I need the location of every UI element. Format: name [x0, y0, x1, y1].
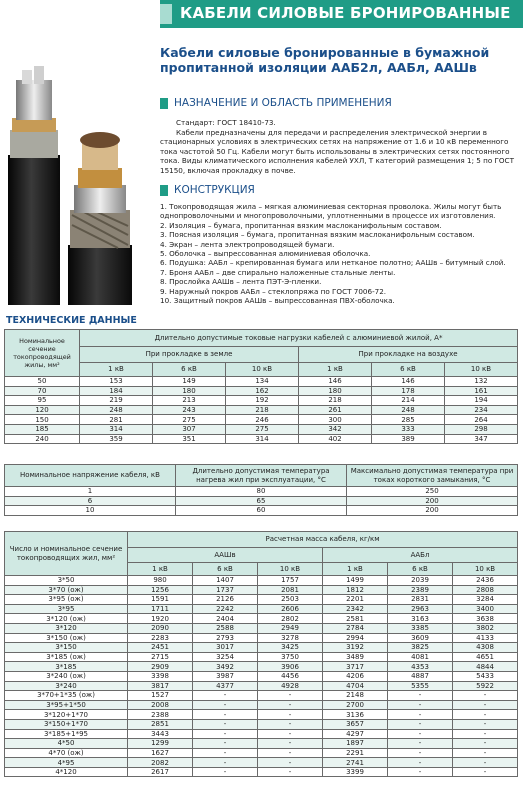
row-voltage: 6: [5, 496, 176, 506]
table-cell: 1627: [128, 748, 193, 758]
table-cell: 246: [226, 415, 299, 425]
cable-mass-table: [4, 531, 518, 777]
voltage-header: 10 кВ: [445, 363, 518, 377]
table-cell: 65: [176, 496, 347, 506]
table-cell: 243: [153, 405, 226, 415]
voltage-header: 10 кВ: [258, 563, 323, 576]
table-cell: 4308: [453, 643, 518, 653]
table-cell: 1591: [128, 595, 193, 605]
table-row: [5, 396, 518, 406]
table-cell: 2700: [323, 700, 388, 710]
table-row: [5, 506, 518, 516]
table-cell: 4133: [453, 633, 518, 643]
table-cell: -: [388, 767, 453, 777]
construction-item: 4. Экран – лента электропроводящей бумаги.: [160, 239, 335, 249]
voltage-header: 6 кВ: [372, 363, 445, 377]
table-row: [5, 662, 518, 672]
table-cell: 4887: [388, 671, 453, 681]
table-cell: 1499: [323, 576, 388, 586]
table-cell: 1897: [323, 739, 388, 749]
table-cell: 264: [445, 415, 518, 425]
table-cell: 300: [299, 415, 372, 425]
banner-accent: [160, 4, 172, 24]
table-cell: -: [388, 729, 453, 739]
table-cell: 5433: [453, 671, 518, 681]
table-cell: -: [453, 710, 518, 720]
row-cores: 3*50: [5, 576, 128, 586]
table-cell: -: [258, 739, 323, 749]
table-cell: 3425: [258, 643, 323, 653]
table-cell: 2283: [128, 633, 193, 643]
table-cell: 2126: [193, 595, 258, 605]
table-cell: 4844: [453, 662, 518, 672]
row-section: 185: [5, 424, 80, 434]
table-cell: 2008: [128, 700, 193, 710]
table-row: [5, 614, 518, 624]
voltage-header: 1 кВ: [323, 563, 388, 576]
table-cell: 1737: [193, 585, 258, 595]
table-cell: 3817: [128, 681, 193, 691]
table-row: [5, 576, 518, 586]
table-row: [5, 623, 518, 633]
table-row: [5, 691, 518, 701]
table-cell: 180: [299, 386, 372, 396]
row-cores: 3*120 (ож): [5, 614, 128, 624]
table-cell: 2436: [453, 576, 518, 586]
table-cell: 248: [372, 405, 445, 415]
group-header-aashv: ААШв: [128, 548, 323, 563]
row-cores: 4*95: [5, 758, 128, 768]
purpose-heading: НАЗНАЧЕНИЕ И ОБЛАСТЬ ПРИМЕНЕНИЯ: [160, 97, 523, 111]
table-row: [5, 604, 518, 614]
table-cell: 1407: [193, 576, 258, 586]
col-header-mass: Расчетная масса кабеля, кг/км: [128, 532, 518, 548]
table-cell: 218: [299, 396, 372, 406]
table-cell: 3802: [453, 623, 518, 633]
table-cell: 2389: [388, 585, 453, 595]
standard-text: Стандарт: ГОСТ 18410-73.: [176, 118, 276, 127]
table-row: [5, 415, 518, 425]
table-cell: 3750: [258, 652, 323, 662]
row-section: 120: [5, 405, 80, 415]
table-cell: 3489: [323, 652, 388, 662]
table-cell: 2148: [323, 691, 388, 701]
table-cell: 1711: [128, 604, 193, 614]
table-cell: 184: [80, 386, 153, 396]
table-cell: 214: [372, 396, 445, 406]
table-row: [5, 767, 518, 777]
table-cell: 314: [80, 424, 153, 434]
table-cell: 359: [80, 434, 153, 444]
row-cores: 3*150: [5, 643, 128, 653]
table-cell: 80: [176, 487, 347, 497]
table-row: [5, 748, 518, 758]
table-cell: 1757: [258, 576, 323, 586]
table-cell: 4704: [323, 681, 388, 691]
table-cell: -: [453, 748, 518, 758]
table-cell: 347: [445, 434, 518, 444]
row-cores: 3*70+1*35 (ож): [5, 691, 128, 701]
table-cell: -: [258, 767, 323, 777]
table-row: [5, 595, 518, 605]
table-cell: 60: [176, 506, 347, 516]
table-cell: 4456: [258, 671, 323, 681]
table-cell: 281: [80, 415, 153, 425]
tech-data-heading: ТЕХНИЧЕСКИЕ ДАННЫЕ: [6, 315, 137, 326]
table-cell: 180: [153, 386, 226, 396]
table-cell: 4651: [453, 652, 518, 662]
table-cell: -: [193, 729, 258, 739]
construction-item: 1. Токопроводящая жила – мягкая алюминиевая секторная проволока. Жилы могут быть однопроволочными и многопроволочными, уплотненными в процессе их изготовления.: [160, 202, 502, 221]
section-marker: [160, 185, 168, 196]
table-row: [5, 729, 518, 739]
table-cell: -: [258, 758, 323, 768]
table-cell: 192: [226, 396, 299, 406]
construction-list: [160, 202, 516, 305]
table-row: [5, 377, 518, 387]
table-cell: 3400: [453, 604, 518, 614]
cable-left-sheath: [8, 155, 60, 305]
product-title: Кабели силовые бронированные в бумажной пропитанной изоляции ААБ2л, ААБл, ААШв: [160, 45, 490, 75]
row-section: 70: [5, 386, 80, 396]
table-cell: -: [388, 710, 453, 720]
table-cell: 2404: [193, 614, 258, 624]
table-cell: 2201: [323, 595, 388, 605]
table-cell: 3385: [388, 623, 453, 633]
row-cores: 3*95: [5, 604, 128, 614]
table-cell: 4081: [388, 652, 453, 662]
table-cell: -: [453, 729, 518, 739]
table-row: [5, 487, 518, 497]
construction-item: 6. Подушка: ААБл – крепированная бумага или нетканое полотно; ААШв – битумный слой.: [160, 258, 506, 268]
construction-item: 2. Изоляция – бумага, пропитанная вязким маслоканифольным составом.: [160, 220, 442, 230]
table-cell: 2617: [128, 767, 193, 777]
table-row: [5, 671, 518, 681]
table-cell: 132: [445, 377, 518, 387]
table-cell: -: [388, 748, 453, 758]
row-cores: 3*95 (ож): [5, 595, 128, 605]
table-cell: 1256: [128, 585, 193, 595]
table-cell: 1527: [128, 691, 193, 701]
table-cell: -: [258, 710, 323, 720]
table-cell: 219: [80, 396, 153, 406]
table-cell: -: [258, 719, 323, 729]
table-row: [5, 710, 518, 720]
table-cell: 275: [153, 415, 226, 425]
table-row: [5, 719, 518, 729]
row-section: 50: [5, 377, 80, 387]
table-cell: 3163: [388, 614, 453, 624]
table-cell: -: [193, 691, 258, 701]
table-cell: 3399: [323, 767, 388, 777]
table-row: [5, 496, 518, 506]
row-cores: 3*120: [5, 623, 128, 633]
table-row: [5, 424, 518, 434]
table-cell: 3717: [323, 662, 388, 672]
table-cell: 146: [299, 377, 372, 387]
table-cell: -: [453, 691, 518, 701]
table-cell: 3987: [193, 671, 258, 681]
cable-right-aluminium: [74, 185, 126, 213]
table-cell: 3825: [388, 643, 453, 653]
voltage-header: 10 кВ: [226, 363, 299, 377]
table-cell: 2588: [193, 623, 258, 633]
voltage-header: 1 кВ: [80, 363, 153, 377]
table-cell: 2994: [323, 633, 388, 643]
table-cell: 1299: [128, 739, 193, 749]
table-cell: 2082: [128, 758, 193, 768]
table-cell: 194: [445, 396, 518, 406]
table-cell: 2741: [323, 758, 388, 768]
table-cell: 4297: [323, 729, 388, 739]
table-cell: 3398: [128, 671, 193, 681]
table-cell: 3017: [193, 643, 258, 653]
group-header-ground: При прокладке в земле: [80, 347, 299, 363]
table-cell: 1920: [128, 614, 193, 624]
row-voltage: 1: [5, 487, 176, 497]
table-cell: -: [193, 739, 258, 749]
table-cell: -: [258, 700, 323, 710]
table-cell: 3254: [193, 652, 258, 662]
table-cell: 3492: [193, 662, 258, 672]
section-marker: [160, 98, 168, 109]
table-row: [5, 681, 518, 691]
table-cell: 4928: [258, 681, 323, 691]
row-cores: 3*240 (ож): [5, 671, 128, 681]
table-cell: 250: [347, 487, 518, 497]
table-cell: 213: [153, 396, 226, 406]
table-cell: -: [258, 748, 323, 758]
table-cell: -: [453, 700, 518, 710]
voltage-header: 6 кВ: [193, 563, 258, 576]
construction-heading: КОНСТРУКЦИЯ: [160, 184, 523, 198]
table-cell: 218: [226, 405, 299, 415]
table-cell: -: [453, 758, 518, 768]
table-cell: 3278: [258, 633, 323, 643]
table-cell: 2606: [258, 604, 323, 614]
row-cores: 3*240: [5, 681, 128, 691]
table-cell: 389: [372, 434, 445, 444]
row-cores: 3*120+1*70: [5, 710, 128, 720]
table-row: [5, 758, 518, 768]
table-cell: -: [193, 710, 258, 720]
row-voltage: 10: [5, 506, 176, 516]
table-cell: 2503: [258, 595, 323, 605]
voltage-header: 1 кВ: [299, 363, 372, 377]
table-cell: 307: [153, 424, 226, 434]
table-cell: -: [388, 758, 453, 768]
cable-illustration: [0, 60, 150, 310]
table-cell: 2802: [258, 614, 323, 624]
table-row: [5, 434, 518, 444]
table-row: [5, 652, 518, 662]
table-cell: 2342: [323, 604, 388, 614]
row-section: 95: [5, 396, 80, 406]
row-cores: 3*70 (ож): [5, 585, 128, 595]
voltage-header: 10 кВ: [453, 563, 518, 576]
cable-left-cores: [16, 80, 52, 120]
table-cell: -: [258, 729, 323, 739]
table-cell: 980: [128, 576, 193, 586]
table-cell: 3136: [323, 710, 388, 720]
row-cores: 3*185 (ож): [5, 652, 128, 662]
cable-right-sheath: [68, 245, 132, 305]
row-cores: 3*95+1*50: [5, 700, 128, 710]
table-cell: 161: [445, 386, 518, 396]
table-cell: 298: [445, 424, 518, 434]
row-cores: 3*185+1*95: [5, 729, 128, 739]
table-cell: 2851: [128, 719, 193, 729]
table-row: [5, 386, 518, 396]
voltage-header: 6 кВ: [388, 563, 453, 576]
row-cores: 3*150+1*70: [5, 719, 128, 729]
table-cell: 200: [347, 496, 518, 506]
col-header-operating-temp: Длительно допустимая температура нагрева жил при эксплуатации, °С: [176, 465, 347, 487]
temperature-table: [4, 464, 518, 516]
table-cell: 234: [445, 405, 518, 415]
col-header-voltage: Номинальное напряжение кабеля, кВ: [5, 465, 176, 487]
table-cell: -: [193, 767, 258, 777]
row-cores: 4*70 (ож): [5, 748, 128, 758]
row-cores: 4*50: [5, 739, 128, 749]
table-cell: 2242: [193, 604, 258, 614]
table-cell: 261: [299, 405, 372, 415]
table-cell: 342: [299, 424, 372, 434]
voltage-header: 1 кВ: [128, 563, 193, 576]
construction-item: 5. Оболочка – выпрессованная алюминиевая оболочка.: [160, 249, 371, 259]
table-row: [5, 633, 518, 643]
table-cell: 3638: [453, 614, 518, 624]
table-row: [5, 585, 518, 595]
table-cell: 2949: [258, 623, 323, 633]
construction-item: 8. Прослойка ААШв – лента ПЭТ-Э-пленки.: [160, 277, 322, 287]
table-cell: -: [193, 748, 258, 758]
table-cell: -: [453, 719, 518, 729]
table-cell: 134: [226, 377, 299, 387]
table-cell: 4353: [388, 662, 453, 672]
table-cell: 3443: [128, 729, 193, 739]
cable-photo: [0, 60, 150, 310]
table-cell: 3906: [258, 662, 323, 672]
col-header-section: Номинальное сечение токопроводящей жилы, мм²: [5, 330, 80, 377]
group-header-aabl: ААБл: [323, 548, 518, 563]
table-cell: 3609: [388, 633, 453, 643]
table-cell: 2451: [128, 643, 193, 653]
table-cell: -: [388, 700, 453, 710]
table-cell: -: [193, 758, 258, 768]
table-cell: 2831: [388, 595, 453, 605]
table-cell: 200: [347, 506, 518, 516]
table-row: [5, 739, 518, 749]
col-header-short-circuit-temp: Максимально допустимая температура при токах короткого замыкания, °С: [347, 465, 518, 487]
table-cell: -: [258, 691, 323, 701]
table-cell: -: [453, 739, 518, 749]
row-cores: 3*150 (ож): [5, 633, 128, 643]
table-cell: 285: [372, 415, 445, 425]
table-cell: 2081: [258, 585, 323, 595]
table-cell: 402: [299, 434, 372, 444]
table-cell: 178: [372, 386, 445, 396]
table-cell: 2784: [323, 623, 388, 633]
table-cell: 3192: [323, 643, 388, 653]
header-banner: [160, 0, 523, 28]
table-cell: 149: [153, 377, 226, 387]
purpose-text: Кабели предназначены для передачи и распределения электрической энергии в стационарных условиях в электрических сетях на напряжение от 1.6 и 10 кВ переменного тока частотой 50 Гц. Кабели могут быть использованы в электрических сетях постоянного тока. Виды климатического исполнения кабелей УХЛ, Т категорий размещения 1; 5 по ГОСТ 15150, включая прокладку в почве.: [160, 128, 514, 175]
table-cell: -: [193, 700, 258, 710]
table-cell: 2039: [388, 576, 453, 586]
table-cell: -: [388, 719, 453, 729]
table-cell: 5922: [453, 681, 518, 691]
table-cell: 314: [226, 434, 299, 444]
row-cores: 3*185: [5, 662, 128, 672]
row-cores: 4*120: [5, 767, 128, 777]
table-cell: 2388: [128, 710, 193, 720]
table-cell: 2963: [388, 604, 453, 614]
table-cell: 1812: [323, 585, 388, 595]
table-cell: 2909: [128, 662, 193, 672]
table-cell: -: [193, 719, 258, 729]
voltage-header: 6 кВ: [153, 363, 226, 377]
construction-item: 7. Броня ААБл – две спирально наложенные стальные ленты.: [160, 267, 396, 277]
table-row: [5, 700, 518, 710]
row-section: 240: [5, 434, 80, 444]
table-row: [5, 643, 518, 653]
table-cell: -: [388, 739, 453, 749]
current-load-table: [4, 329, 518, 444]
table-cell: -: [388, 691, 453, 701]
table-cell: 2715: [128, 652, 193, 662]
banner-title: КАБЕЛИ СИЛОВЫЕ БРОНИРОВАННЫЕ: [180, 4, 511, 22]
table-cell: 4377: [193, 681, 258, 691]
cable-left-layer: [10, 130, 58, 158]
table-cell: 351: [153, 434, 226, 444]
row-section: 150: [5, 415, 80, 425]
table-cell: 162: [226, 386, 299, 396]
table-cell: 2793: [193, 633, 258, 643]
table-row: [5, 405, 518, 415]
table-cell: 2581: [323, 614, 388, 624]
table-cell: 2291: [323, 748, 388, 758]
table-cell: 3657: [323, 719, 388, 729]
construction-item: 10. Защитный покров ААШв – выпрессованная ПВХ-оболочка.: [160, 296, 395, 306]
table-cell: 5355: [388, 681, 453, 691]
table-cell: 333: [372, 424, 445, 434]
col-header-cores: Число и номинальное сечение токопроводящих жил, мм²: [5, 532, 128, 576]
table-cell: 146: [372, 377, 445, 387]
construction-item: 9. Наружный покров ААБл – стеклопряжа по ГОСТ 7006-72.: [160, 286, 387, 296]
construction-item: 3. Поясная изоляция – бумага, пропитанная вязким маслоканифольным составом.: [160, 230, 475, 240]
table-cell: 248: [80, 405, 153, 415]
table-cell: 2808: [453, 585, 518, 595]
table-cell: 4206: [323, 671, 388, 681]
table-cell: 275: [226, 424, 299, 434]
table-cell: 3284: [453, 595, 518, 605]
table-cell: -: [453, 767, 518, 777]
col-header-main: Длительно допустимые токовые нагрузки кабелей с алюминиевой жилой, А*: [80, 330, 518, 347]
table-cell: 153: [80, 377, 153, 387]
table-cell: 2090: [128, 623, 193, 633]
group-header-air: При прокладке на воздухе: [299, 347, 518, 363]
